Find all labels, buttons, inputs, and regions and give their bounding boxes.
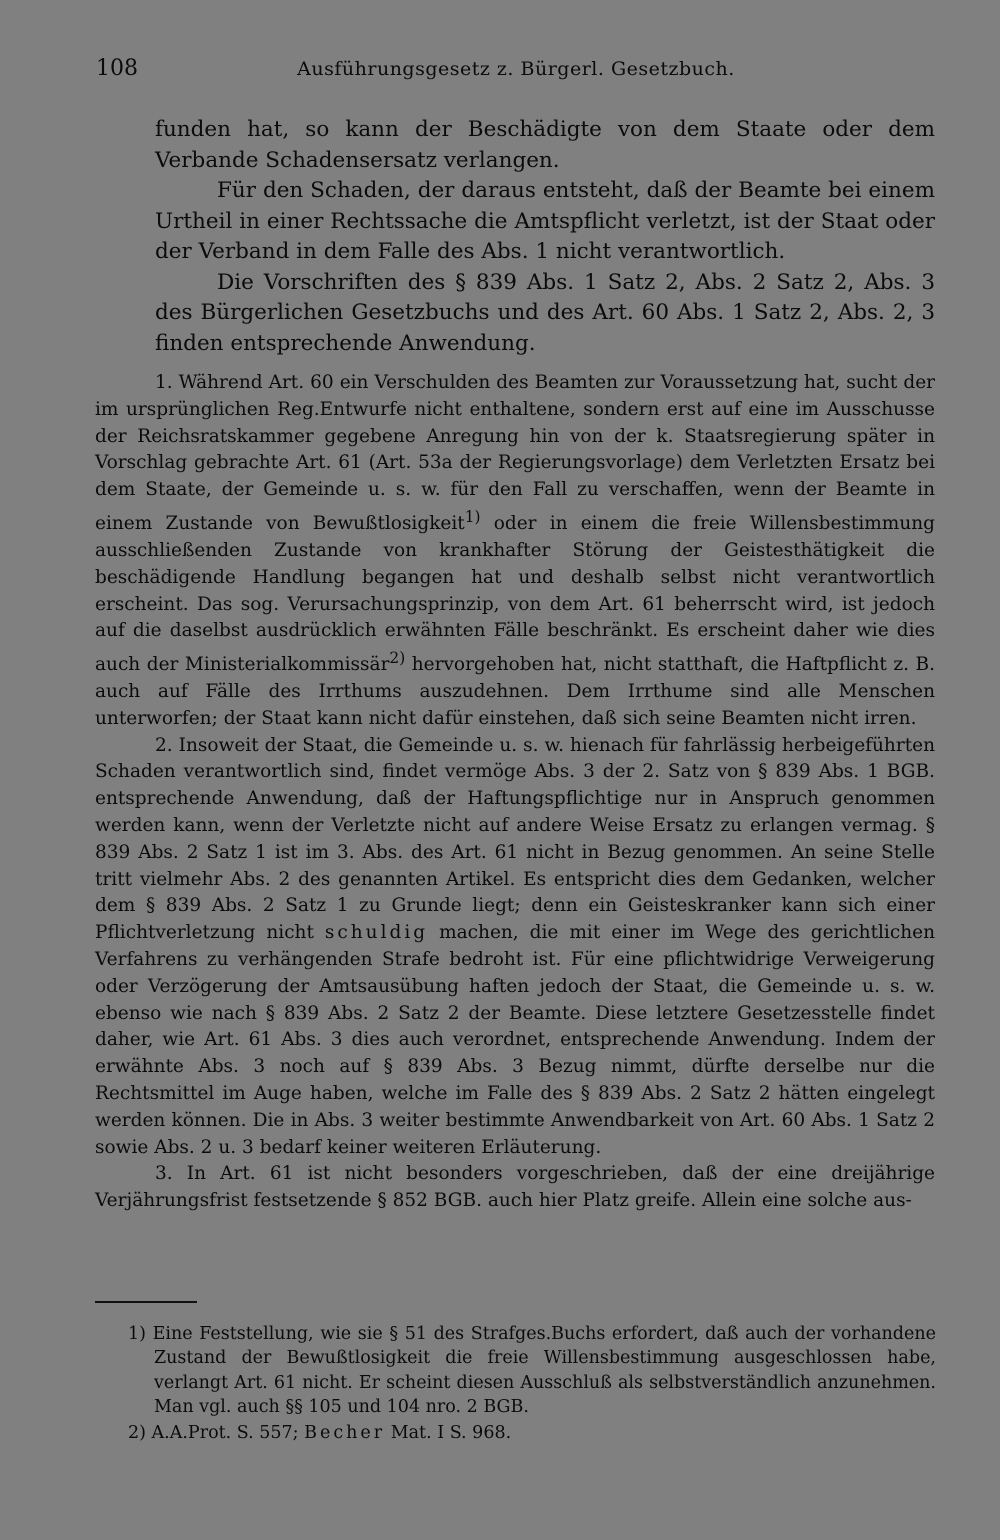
note-text: 2. Insoweit der Staat, die Gemeinde u. s. w. hienach für fahrlässig herbeigeführten Schaden verantwortlich sind, findet vermöge Abs. 3 der 2. Satz von § 839 Abs. 1 BGB. entsprechende Anwendung, daß der Haftungspflichtige nur in Anspruch genommen werden kann, wenn der Verletzte nicht auf andere Weise Ersatz zu erlangen vermag. § 839 Abs. 2 Satz 1 ist im 3. Abs. des Art. 61 nicht in Bezug genommen. An seine Stelle tritt vielmehr Abs. 2 des genannten Artikel. Es entspricht dies dem Gedanken, welcher dem § 839 Abs. 2 Satz 1 zu Grunde liegt; denn ein Geisteskranker kann sich einer Pflichtverletzung nicht	[95, 734, 935, 944]
statute-paragraph: funden hat, so kann der Beschädigte von dem Staate oder dem Verbande Schadensersatz verlangen.	[155, 117, 935, 173]
note-text: hervorgehoben hat, nicht statthaft, die Haftpflicht z. B. auch auf Fälle des Irrthums auszudehnen. Dem Irrthume sind alle Menschen unterworfen; der Staat kann nicht dafür einstehen, daß sich seine Beamten nicht irren.	[95, 654, 936, 729]
note-text: oder in einem die freie Willensbestimmung ausschließenden Zustande von krankhafter Störung der Geistesthätigkeit die beschädigende Handlung begangen hat und deshalb selbst nicht verantwortlich erscheint. Das sog. Verursachungsprinzip, von dem Art. 61 beherrscht wird, ist jedoch auf die daselbst ausdrücklich erwähnten Fälle beschränkt. Es erscheint daher wie dies auch der Ministerialkommissär	[95, 513, 935, 676]
footnote	[128, 1421, 936, 1445]
page-number: 108	[96, 56, 138, 81]
statute-paragraph: Für den Schaden, der daraus entsteht, daß der Beamte bei einem Urtheil in einer Rechtssache die Amtspflicht verletzt, ist der Staat oder der Verband in dem Falle des Abs. 1 nicht verantwortlich.	[155, 178, 935, 264]
author-name: Becher	[304, 1423, 386, 1444]
footnote-text: 2) A.A.Prot. S. 557;	[128, 1423, 305, 1444]
note-text: 1. Während Art. 60 ein Verschulden des Beamten zur Voraussetzung hat, sucht der im ursprünglichen Reg.Entwurfe nicht enthaltene, sondern erst auf eine im Ausschusse der Reichsratskammer gegebene Anregung hin von der k. Staatsregierung später in Vorschlag gebrachte Art. 61 (Art. 53a der Regierungsvorlage) dem Verletzten Ersatz bei dem Staate, der Gemeinde u. s. w. für den Fall zu verschaffen, wenn der Beamte in einem Zustande von Bewußtlosigkeit	[95, 372, 935, 535]
statute-text	[155, 115, 935, 359]
footnote-ref: 1)	[464, 507, 481, 526]
page-header	[96, 56, 936, 92]
statute-paragraph: Die Vorschriften des § 839 Abs. 1 Satz 2, Abs. 2 Satz 2, Abs. 3 des Bürgerlichen Gesetzbuchs und des Art. 60 Abs. 1 Satz 2, Abs. 2, 3 finden entsprechende Anwendung.	[155, 269, 935, 356]
footnote: 1) Eine Feststellung, wie sie § 51 des Strafges.Buchs erfordert, daß auch der vorhandene Zustand der Bewußtlosigkeit die freie Willensbestimmung ausgeschlossen habe, verlangt Art. 61 nicht. Er scheint diesen Ausschluß als selbstverständlich anzunehmen. Man vgl. auch §§ 105 und 104 nro. 2 BGB.	[128, 1324, 936, 1417]
commentary-note	[95, 733, 935, 1162]
footnote-separator	[95, 1301, 197, 1303]
commentary	[95, 370, 935, 1215]
emphasized-word: schuldig	[324, 922, 429, 944]
footnote-text: Mat. I S. 968.	[385, 1423, 512, 1444]
footnote-ref: 2)	[389, 649, 406, 668]
commentary-note: 3. In Art. 61 ist nicht besonders vorgeschrieben, daß der eine dreijährige Verjährungsfrist festsetzende § 852 BGB. auch hier Platz greife. Allein eine solche aus-	[95, 1163, 935, 1212]
commentary-note	[95, 370, 935, 733]
running-title: Ausführungsgesetz z. Bürgerl. Gesetzbuch.	[297, 58, 735, 80]
footnotes	[128, 1322, 936, 1447]
note-text: machen, die mit einer im Wege des gerichtlichen Verfahrens zu verhängenden Strafe bedroht ist. Für eine pflichtwidrige Verweigerung oder Verzögerung der Amtsausübung haften jedoch der Staat, die Gemeinde u. s. w. ebenso wie nach § 839 Abs. 2 Satz 2 der Beamte. Diese letztere Gesetzesstelle findet daher, wie Art. 61 Abs. 3 dies auch verordnet, entsprechende Anwendung. Indem der erwähnte Abs. 3 noch auf § 839 Abs. 3 Bezug nimmt, dürfte derselbe nur die Rechtsmittel im Auge haben, welche im Falle des § 839 Abs. 2 Satz 2 hätten eingelegt werden können. Die in Abs. 3 weiter bestimmte Anwendbarkeit von Art. 60 Abs. 1 Satz 2 sowie Abs. 2 u. 3 bedarf keiner weiteren Erläuterung.	[95, 922, 935, 1158]
